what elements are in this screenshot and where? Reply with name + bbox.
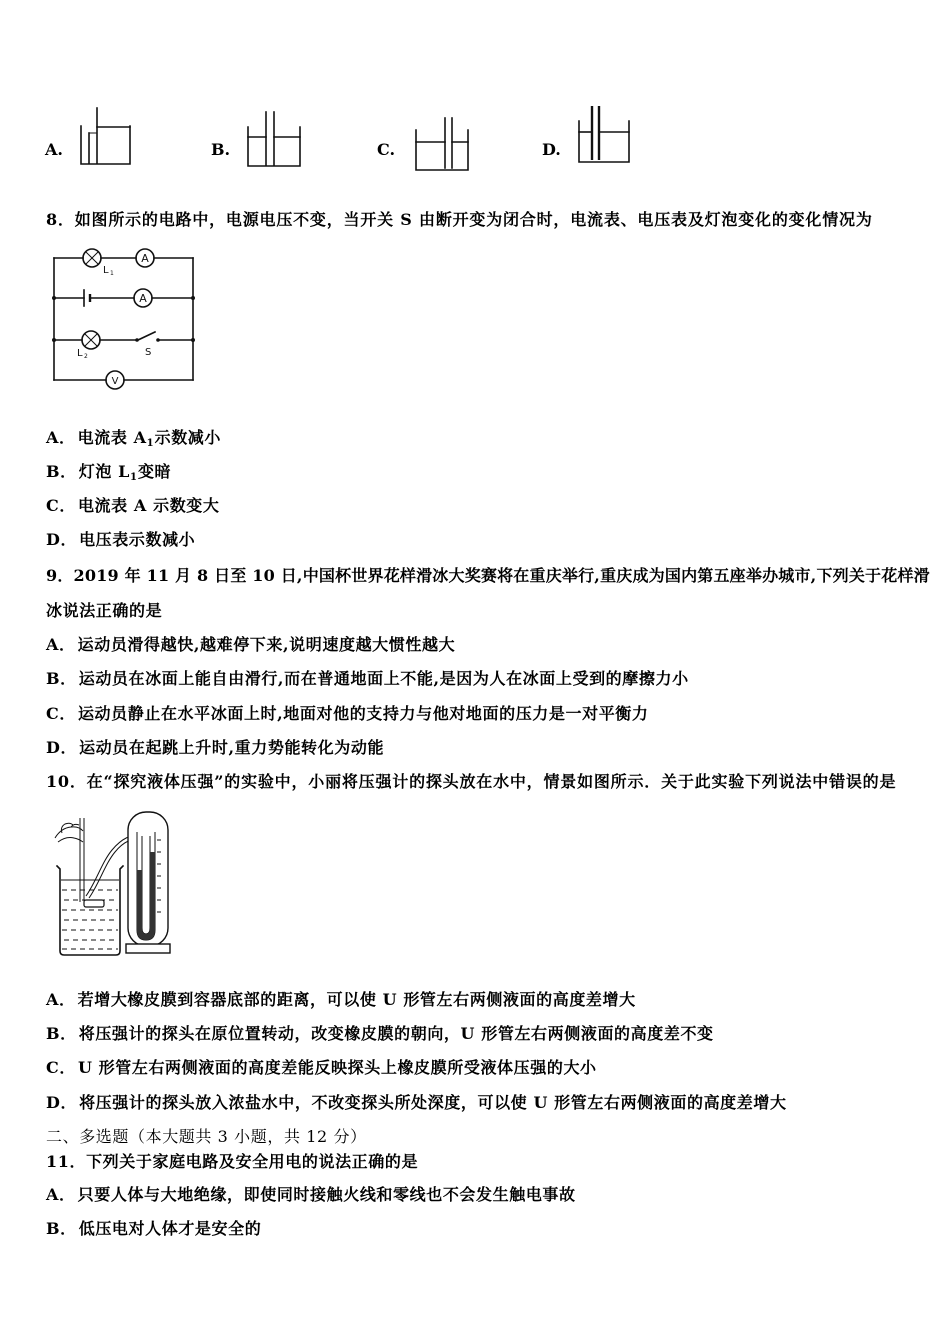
option-text: 只要人体与大地绝缘，即使同时接触火线和零线也不会发生触电事故 (77, 1185, 576, 1204)
q10-option-b (46, 1024, 714, 1044)
q11-stem (46, 1152, 418, 1172)
battery-icon (84, 290, 90, 306)
q9-stem-line-1 (46, 566, 930, 586)
question-text: 下列关于家庭电路及安全用电的说法正确的是 (86, 1152, 419, 1171)
question-text: 冰说法正确的是 (46, 601, 163, 620)
q9-option-b (46, 669, 689, 689)
lamp-l2-label: L (77, 348, 83, 359)
ammeter-a1-icon (136, 249, 154, 267)
option-text: 若增大橡皮膜到容器底部的距离，可以使 U 形管左右两侧液面的高度差增大 (77, 990, 636, 1009)
q7-option-a-label: A. (45, 140, 63, 159)
option-text: 将压强计的探头放入浓盐水中，不改变探头所处深度，可以使 U 形管左右两侧液面的高度差增大 (79, 1093, 787, 1112)
lamp-l1-label: L (103, 265, 109, 276)
q7-option-c-diagram (416, 118, 468, 170)
q8-option-b (46, 462, 171, 488)
option-label: D． (46, 738, 78, 757)
hand-icon (55, 823, 83, 842)
q8-option-a (46, 428, 221, 454)
option-label: B． (46, 462, 77, 481)
q9-stem-line-2 (46, 601, 162, 621)
q11-option-b (46, 1219, 261, 1239)
q9-option-a (46, 635, 455, 655)
option-text: 运动员在冰面上能自由滑行,而在普通地面上不能,是因为人在冰面上受到的摩擦力小 (78, 669, 689, 688)
beaker-icon (57, 866, 123, 955)
q8-stem (46, 210, 873, 230)
q7-option-b-label: B. (211, 140, 231, 159)
option-label: C． (46, 496, 76, 515)
question-number: 8． (46, 210, 75, 229)
option-text: 电压表示数减小 (79, 530, 196, 549)
option-label: A． (46, 635, 76, 654)
option-text: 低压电对人体才是安全的 (78, 1219, 262, 1238)
q7-option-diagrams (70, 100, 650, 180)
q9-option-d (46, 738, 384, 758)
option-text: 将压强计的探头在原位置转动，改变橡皮膜的朝向，U 形管左右两侧液面的高度差不变 (78, 1024, 714, 1043)
question-text: 在“探究液体压强”的实验中，小丽将压强计的探头放在水中，情景如图所示．关于此实验下列说法中错误的是 (86, 772, 897, 791)
q7-option-d-label: D. (542, 140, 561, 159)
question-text: 2019 年 11 月 8 日至 10 日,中国杯世界花样滑冰大奖赛将在重庆举行,重庆成为国内第五座举办城市,下列关于花样滑 (73, 566, 930, 585)
q7-option-b-diagram (248, 112, 300, 166)
option-label: A． (46, 1185, 76, 1204)
option-text: 电流表 A (77, 428, 147, 447)
option-text: 灯泡 L (78, 462, 130, 481)
probe-head-icon (84, 900, 104, 907)
u-tube-manometer-icon (126, 812, 170, 953)
question-number: 9． (46, 566, 74, 585)
q10-option-a (46, 990, 636, 1010)
switch-icon (135, 332, 160, 342)
question-number: 10． (46, 772, 87, 791)
option-subscript: 1 (146, 438, 154, 449)
option-label: B． (46, 669, 77, 688)
q8-option-c (46, 496, 220, 516)
voltmeter-label: V (111, 376, 119, 387)
option-text-tail: 示数减小 (154, 428, 221, 447)
q7-option-c-label: C. (377, 140, 396, 159)
q10-option-c (46, 1058, 597, 1078)
q10-stem (46, 772, 896, 792)
q10-option-d (46, 1093, 787, 1113)
ammeter-main-icon (134, 289, 152, 307)
option-label: C． (46, 1058, 76, 1077)
ammeter-main-label: A (139, 292, 147, 305)
lamp-l1-icon (83, 249, 101, 267)
lamp-l2-icon (82, 331, 100, 349)
section-heading: 二、多选题（本大题共 3 小题，共 12 分） (46, 1127, 367, 1146)
q11-option-a (46, 1185, 576, 1205)
option-label: B． (46, 1219, 77, 1238)
option-text: 电流表 A 示数变大 (77, 496, 220, 515)
option-label: A． (46, 990, 76, 1009)
option-text-tail: 变暗 (137, 462, 172, 481)
option-label: C． (46, 704, 76, 723)
q8-circuit-diagram (40, 240, 210, 395)
q7-option-d-diagram (579, 106, 629, 162)
option-text: 运动员在起跳上升时,重力势能转化为动能 (79, 738, 385, 757)
q10-pressure-gauge-diagram (45, 808, 175, 960)
option-label: D． (46, 1093, 78, 1112)
option-label: A． (46, 428, 76, 447)
question-number: 11． (46, 1152, 87, 1171)
lamp-l1-subscript: 1 (110, 270, 114, 277)
question-text: 如图所示的电路中，电源电压不变，当开关 S 由断开变为闭合时，电流表、电压表及灯泡变化的变化情况为 (74, 210, 873, 229)
q9-option-c (46, 704, 649, 724)
switch-label: S (145, 347, 152, 358)
voltmeter-icon (106, 371, 124, 389)
lamp-l2-subscript: 2 (84, 353, 88, 360)
option-subscript: 1 (129, 472, 137, 483)
option-text: U 形管左右两侧液面的高度差能反映探头上橡皮膜所受液体压强的大小 (77, 1058, 597, 1077)
q7-option-a-diagram (81, 108, 130, 164)
option-text: 运动员滑得越快,越难停下来,说明速度越大惯性越大 (77, 635, 456, 654)
ammeter-a1-label: A (141, 252, 149, 265)
q8-option-d (46, 530, 195, 550)
option-text: 运动员静止在水平冰面上时,地面对他的支持力与他对地面的压力是一对平衡力 (77, 704, 649, 723)
option-label: D． (46, 530, 78, 549)
option-label: B． (46, 1024, 77, 1043)
